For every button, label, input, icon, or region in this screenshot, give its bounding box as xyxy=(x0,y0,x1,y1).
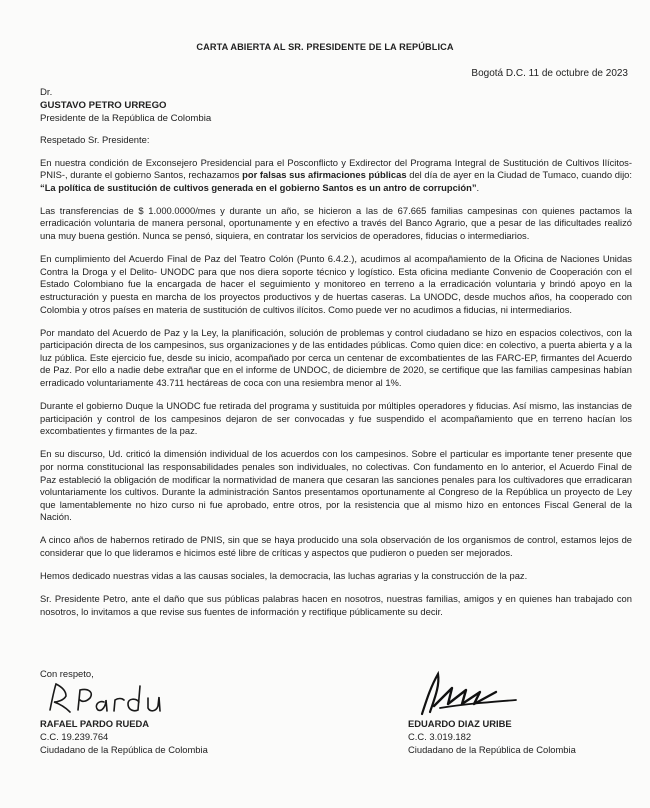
paragraph-7: A cinco años de habernos retirado de PNIS, sin que se haya producido una sola observación de los organismos de control, estamos lejos de considerar que lo que lideramos e hicimos esté libre de críticas y aspectos que pudieron o pueden ser mejorados. xyxy=(40,534,632,559)
paragraph-2: Las transferencias de $ 1.000.0000/mes y durante un año, se hicieron a las de 67.665 familias campesinas con quienes pactamos la erradicación voluntaria de manera personal, oportunamente y en efectivo a través del Banco Agrario, que a pesar de las dificultades realizó una muy buena gestión. Nunca se pensó, siquiera, en contratar los servicios de operadores, fiducias o intermediarios. xyxy=(40,204,632,242)
letter-title: CARTA ABIERTA AL SR. PRESIDENTE DE LA REPÚBLICA xyxy=(196,42,454,52)
signer-1-id: C.C. 19.239.764 xyxy=(40,731,109,742)
signer-2-title: Ciudadano de la República de Colombia xyxy=(408,744,576,755)
signer-block-2 xyxy=(408,717,576,756)
signature-pardo xyxy=(44,680,194,716)
p1-bold-b: por falsas sus afirmaciones públicas xyxy=(242,169,407,181)
closing: Con respeto, xyxy=(40,668,94,679)
paragraph-3: En cumplimiento del Acuerdo Final de Paz del Teatro Colón (Punto 6.4.2.), acudimos al acompañamiento de la Oficina de Naciones Unidas Contra la Droga y el Delito- UNODC para que nos diera soporte técnico y logístico. Esta oficina mediante Convenio de Cooperación con el Estado Colombiano fue la encargada de hacer el seguimiento y monitoreo en terreno a la erradicación voluntaria y brindó apoyo en la estructuración y puesta en marcha de los proyectos productivos y de huertas caseras. La UNODC, desde muchos años, ha cooperado con Colombia y otros países en materia de sustitución de cultivos ilícitos. Como puede ver no acudimos a fiducias, ni intermediarios. xyxy=(40,253,632,315)
paragraph-1 xyxy=(40,157,632,195)
recipient-prefix: Dr. xyxy=(40,87,53,98)
signer-block-1 xyxy=(40,717,208,756)
p1-text-a: En nuestra condición de Exconsejero Presidencial para el Posconflicto y Exdirector del Programa Integral de Sustitución de Cultivos Ilícitos-PNIS-, durante el gobierno Santos, rechazamos xyxy=(40,156,632,181)
signer-1-name: RAFAEL PARDO RUEDA xyxy=(40,718,150,729)
letter-body xyxy=(40,134,632,629)
p1-quote: “La política de sustitución de cultivos generada en el gobierno Santos es un antro de corrupción” xyxy=(40,181,477,193)
p1-text-e: . xyxy=(476,181,480,193)
signature-diaz xyxy=(404,666,524,718)
recipient-position: Presidente de la República de Colombia xyxy=(40,113,212,124)
signer-1-title: Ciudadano de la República de Colombia xyxy=(40,744,208,755)
signer-2-id: C.C. 3.019.182 xyxy=(408,731,472,742)
paragraph-8: Hemos dedicado nuestras vidas a las causas sociales, la democracia, las luchas agrarias y la construcción de la paz. xyxy=(40,570,528,582)
recipient-name: GUSTAVO PETRO URREGO xyxy=(40,100,167,111)
recipient-block xyxy=(40,86,211,125)
paragraph-5: Durante el gobierno Duque la UNODC fue retirada del programa y sustituida por múltiples operadores y fiducias. Así mismo, las instancias de participación y control de los campesinos dejaron de ser convocadas y fue suspendido el acompañamiento que en terreno hacían los excombatientes y firmantes de la paz. xyxy=(40,400,632,437)
paragraph-4: Por mandato del Acuerdo de Paz y la Ley, la planificación, solución de problemas y control ciudadano se hizo en espacios colectivos, con la participación directa de los campesinos, sus organizaciones y de las entidades públicas. Como quien dice: en colectivo, a puerta abierta y a la luz pública. Este ejercicio fue, desde su inicio, acompañado por cerca un centenar de excombatientes de las FARC-EP, firmantes del Acuerdo de Paz. Por ello a nadie debe extrañar que en el informe de UNDOC, de diciembre de 2020, se certifique que las familias campesinas habían erradicado voluntariamente 43.711 hectáreas de coca con una resiembra menor al 1%. xyxy=(40,326,632,388)
salutation: Respetado Sr. Presidente: xyxy=(40,134,150,145)
paragraph-9: Sr. Presidente Petro, ante el daño que sus públicas palabras hacen en nosotros, nuestras familias, amigos y en quienes han trabajado con nosotros, lo invitamos a que revise sus fuentes de información y rectifique públicamente su decir. xyxy=(40,593,632,617)
signer-2-name: EDUARDO DIAZ URIBE xyxy=(408,718,512,729)
p1-text-c: del día de ayer en la Ciudad de Tumaco, cuando dijo: xyxy=(406,169,632,181)
paragraph-6: En su discurso, Ud. criticó la dimensión individual de los acuerdos con los campesinos. Sobre el particular es importante tener presente que por norma constitucional las responsabilidades penales son individuales, no colectivas. Con fundamento en lo anterior, el Acuerdo Final de Paz estableció la obligación de modificar la normatividad de manera que cesaran las sanciones penales para los cultivadores que erradicaran voluntariamente los cultivos. Durante la administración Santos presentamos oportunamente al Congreso de la República un proyecto de Ley que lamentablemente no hizo curso ni fue aprobado, entre otros, por la resistencia que al mismo hizo en entonces Fiscal General de la Nación. xyxy=(40,448,632,523)
letter-date: Bogotá D.C. 11 de octubre de 2023 xyxy=(471,68,628,79)
